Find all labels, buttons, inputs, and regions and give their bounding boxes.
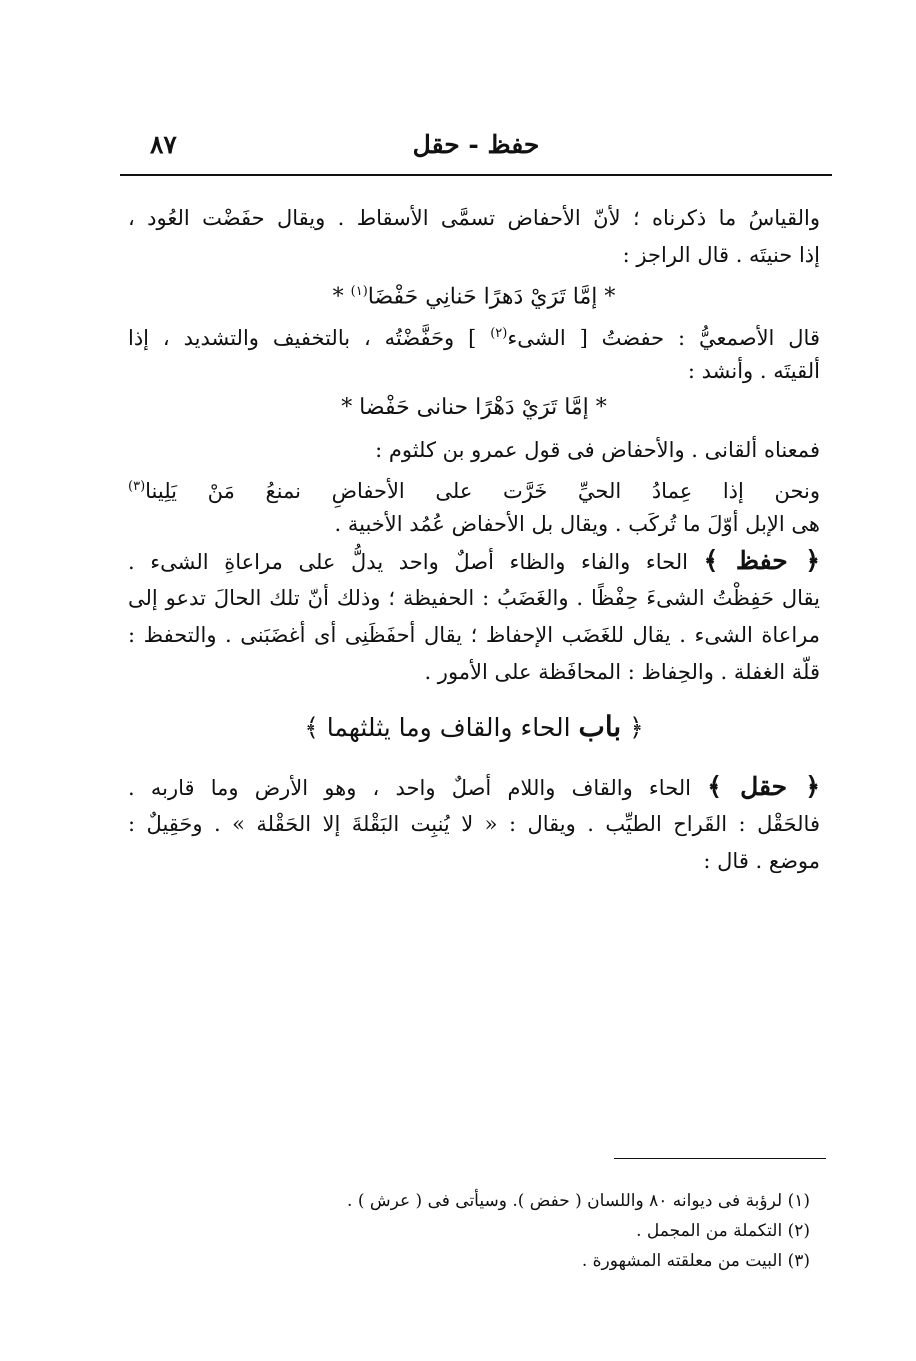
verse-2: * إمَّا تَرَيْ دَهْرًا حنانى حَفْضا * [341, 395, 607, 420]
footnote-rule [614, 1158, 826, 1159]
poem-line [128, 474, 820, 511]
header-rule [120, 174, 832, 176]
chapter-heading [128, 712, 820, 774]
verse-1-end: * [332, 284, 351, 310]
poem-line-text: ونحن إذا عِمادُ الحيِّ خَرَّت على الأحفاضِ نمنعُ مَنْ يَلِينا [145, 479, 820, 503]
text-line-3a: قال الأصمعيُّ : حفضتُ [ الشىء [507, 326, 820, 350]
verse-1-text: * إمَّا تَرَيْ دَهرًا حَنانِي حَفْضَا [367, 284, 616, 310]
chapter-title: الحاء والقاف وما يثلثهما ﴾ [304, 713, 571, 742]
chapter-bab: باب [578, 710, 622, 743]
entry-heading-haql: ﴿ حقل ﴾ [707, 772, 820, 801]
entry-heading-hifz: ﴿ حفظ ﴾ [703, 546, 820, 575]
text-line-8: يقال حَفِظْتُ الشىءَ حِفْظًا . والغَضَبُ : الحفيظة ؛ وذلك أنّ تلك الحالَ تدعو إلى [128, 586, 820, 610]
chapter-open: ﴿ [629, 713, 644, 742]
footnotes [200, 1190, 810, 1280]
text-line-10: قلّة الغفلة . والحِفاظ : المحافَظة على الأمور . [424, 660, 820, 684]
text-line-3b: ] وحَفَّضْتُه ، بالتخفيف والتشديد ، إذا [128, 326, 477, 350]
verse-1 [128, 279, 820, 321]
text-line-7: الحاء والفاء والظاء أصلٌ واحد يدلُّ على مراعاةِ الشىء . [128, 550, 688, 574]
footnote-2: (٢) التكملة من المجمل . [636, 1221, 810, 1241]
page-number: ٨٧ [150, 130, 177, 159]
text-line-11: الحاء والقاف واللام أصلٌ واحد ، وهو الأرض وما قاربه . [128, 776, 691, 800]
spacer [128, 696, 820, 712]
text-line-4: ألقيتَه . وأنشد : [687, 359, 820, 383]
main-text [128, 205, 820, 885]
text-line-12: فالحَقْل : القَراح الطيِّب . ويقال : « لا يُنبِت البَقْلةَ إلا الحَقْلة » . وحَقِيلٌ : [128, 812, 820, 836]
text-line-9: مراعاة الشىء . يقال للغَضَب الإحفاظ ؛ يقال أحفَظَنِى أى أغضَبَنى . والتحفظ : [128, 623, 820, 647]
footnote-ref-3: (٣) [128, 479, 146, 494]
footnote-ref-2: (٢) [490, 326, 508, 341]
text-line-3 [128, 321, 820, 358]
footnote-3: (٣) البيت من معلقته المشهورة . [581, 1251, 810, 1271]
text-line-5: فمعناه ألقانى . والأحفاض فى قول عمرو بن كلثوم : [375, 438, 820, 462]
page-header [120, 122, 832, 172]
text-line-2: إذا حنيتَه . قال الراجز : [622, 243, 820, 267]
footnote-ref-1: (١) [350, 284, 368, 299]
text-line-6: هى الإبل أوّلَ ما تُركَب . ويقال بل الأحفاض عُمُد الأخبية . [334, 512, 820, 536]
footnote-1: (١) لرؤبة فى ديوانه ٨٠ واللسان ( حفض ). وسيأتى فى ( عرش ) . [347, 1191, 810, 1211]
entry-hifz [128, 548, 820, 585]
text-line-1: والقياسُ ما ذكرناه ؛ لأنّ الأحفاض تسمَّى الأسقاط . ويقال حفَضْت العُود ، [128, 206, 820, 230]
text-line-13: موضع . قال : [703, 849, 820, 873]
running-title: حفظ - حقل [412, 130, 540, 159]
entry-haql [128, 774, 820, 811]
